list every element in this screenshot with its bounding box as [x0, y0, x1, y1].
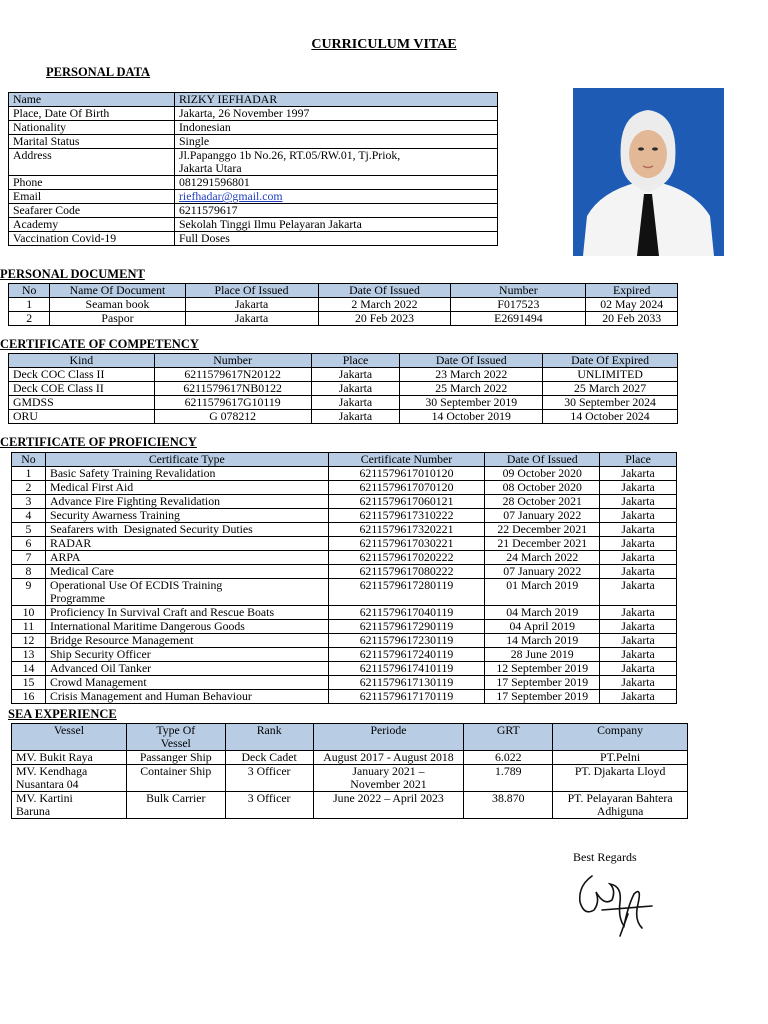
value-cell — [175, 149, 498, 176]
header-cell: Company — [553, 724, 688, 751]
cell: Jakarta — [311, 396, 400, 410]
value-cell: Indonesian — [175, 121, 498, 135]
email-link[interactable]: riefhadar@gmail.com — [179, 189, 283, 203]
cell: 02 May 2024 — [586, 298, 678, 312]
cell: 6211579617060121 — [328, 495, 485, 509]
header-cell: Name Of Document — [50, 284, 185, 298]
cell: Jakarta — [600, 523, 677, 537]
table-row — [9, 396, 678, 410]
cell: 04 April 2019 — [485, 620, 600, 634]
cell: Jakarta — [600, 662, 677, 676]
cell: Passanger Ship — [126, 751, 225, 765]
table-row — [9, 176, 498, 190]
cell: 23 March 2022 — [400, 368, 543, 382]
table-row — [12, 690, 677, 704]
table-row — [12, 620, 677, 634]
cell: 11 — [12, 620, 46, 634]
cell: 6211579617010120 — [328, 467, 485, 481]
cell: August 2017 - August 2018 — [313, 751, 464, 765]
table-row — [9, 93, 498, 107]
table-header-row — [9, 354, 678, 368]
cell: 6211579617020222 — [328, 551, 485, 565]
cell: 07 January 2022 — [485, 565, 600, 579]
cell: Jakarta — [600, 467, 677, 481]
table-row — [12, 765, 688, 792]
header-cell: Date Of Issued — [485, 453, 600, 467]
cell: Jakarta — [600, 495, 677, 509]
cell: Seafarers with Designated Security Duties — [45, 523, 328, 537]
cell: 08 October 2020 — [485, 481, 600, 495]
cell: 1 — [9, 298, 50, 312]
cell: Bulk Carrier — [126, 792, 225, 819]
cell: 30 September 2024 — [543, 396, 678, 410]
cell: 14 — [12, 662, 46, 676]
cell: 3 Officer — [225, 765, 313, 792]
label-cell: Place, Date Of Birth — [9, 107, 175, 121]
cell: Basic Safety Training Revalidation — [45, 467, 328, 481]
cell: 2 — [12, 481, 46, 495]
header-cell: Date Of Issued — [400, 354, 543, 368]
cell: 10 — [12, 606, 46, 620]
header-cell: Rank — [225, 724, 313, 751]
cell: Jakarta — [600, 648, 677, 662]
cell: Jakarta — [185, 298, 318, 312]
cell: 1 — [12, 467, 46, 481]
header-cell: Date Of Issued — [318, 284, 451, 298]
cell: Jakarta — [600, 690, 677, 704]
cell: 6211579617230119 — [328, 634, 485, 648]
header-cell: Certificate Number — [328, 453, 485, 467]
signature — [572, 866, 662, 946]
cell: 6211579617040119 — [328, 606, 485, 620]
cell: June 2022 – April 2023 — [313, 792, 464, 819]
table-row — [12, 481, 677, 495]
cell: 3 — [12, 495, 46, 509]
cell: Jakarta — [600, 676, 677, 690]
cell: Ship Security Officer — [45, 648, 328, 662]
cell: MV. Bukit Raya — [12, 751, 127, 765]
cell: MV. Kartini Baruna — [12, 792, 127, 819]
value-cell: 081291596801 — [175, 176, 498, 190]
cell: 5 — [12, 523, 46, 537]
table-row — [12, 662, 677, 676]
cell: 16 — [12, 690, 46, 704]
cell: 07 January 2022 — [485, 509, 600, 523]
table-row — [9, 232, 498, 246]
table-row — [12, 634, 677, 648]
table-row — [9, 204, 498, 218]
table-row — [9, 382, 678, 396]
label-cell: Name — [9, 93, 175, 107]
table-row — [9, 149, 498, 176]
table-row — [9, 121, 498, 135]
cell: Advanced Oil Tanker — [45, 662, 328, 676]
cell: 15 — [12, 676, 46, 690]
certificate-of-competency-heading: CERTIFICATE OF COMPETENCY — [0, 337, 199, 351]
cell: 7 — [12, 551, 46, 565]
cell: Jakarta — [311, 382, 400, 396]
header-cell: Certificate Type — [45, 453, 328, 467]
table-row — [12, 648, 677, 662]
header-cell: Expired — [586, 284, 678, 298]
table-row — [9, 312, 678, 326]
cv-title: CURRICULUM VITAE — [311, 37, 457, 52]
value-cell: Sekolah Tinggi Ilmu Pelayaran Jakarta — [175, 218, 498, 232]
value-cell: Single — [175, 135, 498, 149]
cell: Jakarta — [600, 620, 677, 634]
cell: Deck Cadet — [225, 751, 313, 765]
cell: UNLIMITED — [543, 368, 678, 382]
header-cell: Kind — [9, 354, 155, 368]
personal-data-table — [8, 92, 498, 246]
cell: 6211579617030221 — [328, 537, 485, 551]
cell: 17 September 2019 — [485, 676, 600, 690]
cell: 30 September 2019 — [400, 396, 543, 410]
cell: E2691494 — [451, 312, 586, 326]
cell: Container Ship — [126, 765, 225, 792]
cell: 21 December 2021 — [485, 537, 600, 551]
cell: Bridge Resource Management — [45, 634, 328, 648]
label-cell: Seafarer Code — [9, 204, 175, 218]
cell: PT.Pelni — [553, 751, 688, 765]
table-row — [12, 579, 677, 606]
cell: 8 — [12, 565, 46, 579]
cell: Seaman book — [50, 298, 185, 312]
cell: 9 — [12, 579, 46, 606]
best-regards-text: Best Regards — [573, 850, 637, 864]
label-cell: Email — [9, 190, 175, 204]
cell: 25 March 2027 — [543, 382, 678, 396]
portrait-image — [573, 88, 724, 256]
table-row — [12, 467, 677, 481]
cell: Jakarta — [600, 579, 677, 606]
header-cell: No — [12, 453, 46, 467]
cell: Jakarta — [600, 565, 677, 579]
cell: GMDSS — [9, 396, 155, 410]
signature-icon — [572, 866, 662, 941]
cell: 1.789 — [464, 765, 553, 792]
cell: 20 Feb 2023 — [318, 312, 451, 326]
cell: 14 October 2019 — [400, 410, 543, 424]
cell: 09 October 2020 — [485, 467, 600, 481]
label-cell: Phone — [9, 176, 175, 190]
table-header-row — [9, 284, 678, 298]
cell: Proficiency In Survival Craft and Rescue Boats — [45, 606, 328, 620]
cell: 6211579617NB0122 — [154, 382, 311, 396]
cell: 6211579617170119 — [328, 690, 485, 704]
label-cell: Address — [9, 149, 175, 176]
cell: 14 March 2019 — [485, 634, 600, 648]
cell: PT. Pelayaran Bahtera Adhiguna — [553, 792, 688, 819]
table-row — [9, 368, 678, 382]
header-cell: Place — [600, 453, 677, 467]
table-row — [12, 565, 677, 579]
cell: 6211579617070120 — [328, 481, 485, 495]
cell: F017523 — [451, 298, 586, 312]
cell: 24 March 2022 — [485, 551, 600, 565]
label-cell: Academy — [9, 218, 175, 232]
cell: 17 September 2019 — [485, 690, 600, 704]
cell: International Maritime Dangerous Goods — [45, 620, 328, 634]
table-row — [12, 551, 677, 565]
cell: Deck COC Class II — [9, 368, 155, 382]
table-row — [12, 676, 677, 690]
personal-data-heading: PERSONAL DATA — [46, 65, 151, 79]
cell: 4 — [12, 509, 46, 523]
value-cell: RIZKY IEFHADAR — [175, 93, 498, 107]
value-cell — [175, 190, 498, 204]
header-cell: Date Of Expired — [543, 354, 678, 368]
cell: Jakarta — [600, 509, 677, 523]
cell: Crowd Management — [45, 676, 328, 690]
cell: RADAR — [45, 537, 328, 551]
cell: PT. Djakarta Lloyd — [553, 765, 688, 792]
header-cell: Number — [451, 284, 586, 298]
cell: 6211579617G10119 — [154, 396, 311, 410]
header-cell: Periode — [313, 724, 464, 751]
profile-photo — [573, 88, 724, 256]
header-cell: Type Of Vessel — [126, 724, 225, 751]
address-line-1: Jl.Papanggo 1b No.26, RT.05/RW.01, Tj.Priok, — [179, 148, 401, 162]
label-cell: Nationality — [9, 121, 175, 135]
value-cell: Full Doses — [175, 232, 498, 246]
table-header-row — [12, 453, 677, 467]
label-cell: Vaccination Covid-19 — [9, 232, 175, 246]
sea-experience-table — [11, 723, 688, 819]
table-row — [9, 410, 678, 424]
cell: 12 — [12, 634, 46, 648]
cell: Jakarta — [185, 312, 318, 326]
table-row — [9, 218, 498, 232]
value-cell: Jakarta, 26 November 1997 — [175, 107, 498, 121]
cell: 20 Feb 2033 — [586, 312, 678, 326]
table-row — [12, 537, 677, 551]
header-cell: Place — [311, 354, 400, 368]
cell: 6211579617410119 — [328, 662, 485, 676]
table-row — [9, 135, 498, 149]
table-row — [9, 107, 498, 121]
cell: 6211579617130119 — [328, 676, 485, 690]
label-cell: Marital Status — [9, 135, 175, 149]
header-cell: Number — [154, 354, 311, 368]
cell: 6211579617240119 — [328, 648, 485, 662]
cell: 25 March 2022 — [400, 382, 543, 396]
cell: Operational Use Of ECDIS Training Programme — [45, 579, 328, 606]
cell: 12 September 2019 — [485, 662, 600, 676]
cell: Crisis Management and Human Behaviour — [45, 690, 328, 704]
cell: G 078212 — [154, 410, 311, 424]
cell: 22 December 2021 — [485, 523, 600, 537]
cell: 13 — [12, 648, 46, 662]
proficiency-table — [11, 452, 677, 704]
address-line-2: Jakarta Utara — [179, 161, 242, 175]
table-row — [12, 523, 677, 537]
cell: 04 March 2019 — [485, 606, 600, 620]
header-cell: No — [9, 284, 50, 298]
cell: Jakarta — [600, 537, 677, 551]
cell: Medical Care — [45, 565, 328, 579]
sea-experience-heading: SEA EXPERIENCE — [8, 707, 117, 721]
cell: Jakarta — [600, 634, 677, 648]
table-row — [9, 298, 678, 312]
cell: Paspor — [50, 312, 185, 326]
header-cell: Vessel — [12, 724, 127, 751]
cell: 6 — [12, 537, 46, 551]
cell: 2 March 2022 — [318, 298, 451, 312]
cell: 38.870 — [464, 792, 553, 819]
cell: Jakarta — [600, 481, 677, 495]
header-cell: GRT — [464, 724, 553, 751]
certificate-of-proficiency-heading: CERTIFICATE OF PROFICIENCY — [0, 435, 197, 449]
table-row — [12, 751, 688, 765]
cell: MV. Kendhaga Nusantara 04 — [12, 765, 127, 792]
cell: Medical First Aid — [45, 481, 328, 495]
cell: Deck COE Class II — [9, 382, 155, 396]
cell: 6211579617290119 — [328, 620, 485, 634]
cell: 14 October 2024 — [543, 410, 678, 424]
cell: 6211579617N20122 — [154, 368, 311, 382]
cell: 28 June 2019 — [485, 648, 600, 662]
cell: 28 October 2021 — [485, 495, 600, 509]
cell: ARPA — [45, 551, 328, 565]
cell: ORU — [9, 410, 155, 424]
cell: 2 — [9, 312, 50, 326]
table-row — [12, 509, 677, 523]
personal-document-heading: PERSONAL DOCUMENT — [0, 267, 145, 281]
personal-document-table — [8, 283, 678, 326]
table-row — [9, 190, 498, 204]
competency-table — [8, 353, 678, 424]
cell: 01 March 2019 — [485, 579, 600, 606]
table-header-row — [12, 724, 688, 751]
value-cell: 6211579617 — [175, 204, 498, 218]
cell: Security Awarness Training — [45, 509, 328, 523]
cell: 6211579617080222 — [328, 565, 485, 579]
table-row — [12, 495, 677, 509]
cell: Jakarta — [600, 551, 677, 565]
cell: January 2021 – November 2021 — [313, 765, 464, 792]
cell: 6211579617280119 — [328, 579, 485, 606]
cell: 6.022 — [464, 751, 553, 765]
cell: Advance Fire Fighting Revalidation — [45, 495, 328, 509]
cell: 6211579617310222 — [328, 509, 485, 523]
cell: Jakarta — [311, 410, 400, 424]
table-row — [12, 792, 688, 819]
cell: Jakarta — [600, 606, 677, 620]
cell: Jakarta — [311, 368, 400, 382]
header-cell: Place Of Issued — [185, 284, 318, 298]
table-row — [12, 606, 677, 620]
cell: 6211579617320221 — [328, 523, 485, 537]
cell: 3 Officer — [225, 792, 313, 819]
